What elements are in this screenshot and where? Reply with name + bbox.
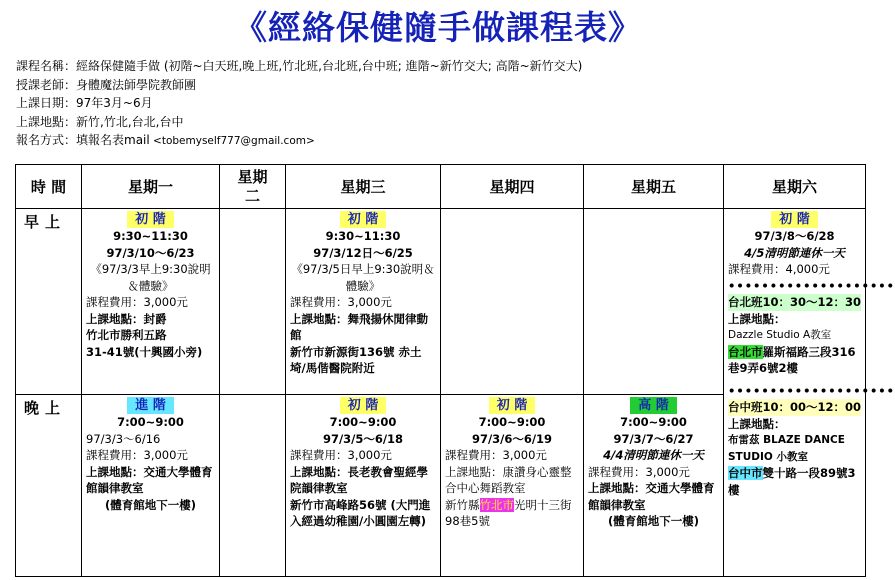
header-wed: 星期三: [286, 165, 441, 209]
class-dates: 97/3/6～6/19: [471, 431, 553, 446]
teacher: 授課老師：身體魔法師學院教師團: [16, 77, 197, 92]
class-place: 上課地點：交通大學體育館韻律教室: [86, 464, 213, 495]
morning-thu-cell: [441, 209, 584, 395]
class-address: 竹北市勝利五路: [86, 328, 167, 342]
morning-mon-cell: [82, 209, 220, 395]
class-place-sub: (體育館地下一樓): [607, 514, 699, 528]
sat-cell: [724, 209, 895, 577]
class-place-name: 布雷茲 BLAZE DANCE STUDIO 小教室: [728, 434, 845, 463]
class-fee: 課程費用：3,000元: [290, 295, 392, 309]
class-note: 4/4清明節連休一天: [603, 448, 704, 462]
morning-wed-cell: [286, 209, 441, 395]
divider-dots: ••••••••••••••••••••: [728, 383, 895, 398]
divider-dots: ••••••••••••••••••••: [728, 278, 895, 293]
level-badge: 初 階: [127, 211, 174, 228]
city-taichung: 台中市: [728, 466, 763, 480]
class-time: 7:00~9:00: [117, 415, 184, 429]
city-zhubei-highlight: 竹北市: [479, 497, 514, 512]
period-evening: 晚上: [16, 395, 82, 577]
class-address: 新竹市新源街136號 赤土埼/馬偕醫院附近: [290, 344, 422, 375]
class-place: 上課地點：: [728, 311, 786, 326]
schedule-table: [15, 164, 895, 577]
page-title: 《經絡保健隨手做課程表》: [234, 8, 642, 47]
class-place: 上課地點：康讚身心靈整合中心舞蹈教室: [445, 464, 572, 495]
course-dates: 上課日期：97年3月~6月: [16, 96, 153, 110]
class-fee: 課程費用：3,000元: [290, 448, 392, 462]
class-note: 《97/3/5日早上9:30說明＆體驗》: [291, 262, 435, 293]
class-note: 4/5清明節連休一天: [744, 245, 845, 260]
class-time: 7:00~9:00: [329, 415, 397, 429]
header-row: [16, 165, 866, 209]
header-sat: 星期六: [724, 165, 866, 209]
address-county: 新竹縣: [445, 497, 480, 512]
morning-fri-cell: [584, 209, 724, 395]
course-location: 上課地點：新竹,竹北,台北,台中: [16, 114, 184, 129]
class-time: 7:00~9:00: [620, 415, 687, 429]
class-address: 新竹市高峰路56號 (大門進入經過幼稚園/小圓園左轉): [290, 497, 431, 528]
header-mon: 星期一: [82, 165, 220, 209]
header-thu: 星期四: [441, 165, 584, 209]
morning-row: [16, 209, 866, 395]
class-fee: 課程費用：3,000元: [86, 448, 188, 462]
level-badge: 初 階: [340, 397, 387, 414]
class-time: 7:00~9:00: [478, 415, 546, 429]
header-period: 時 間: [16, 165, 82, 209]
period-morning: 早上: [16, 209, 82, 395]
taipei-class-time: 台北班10：30～12：30: [728, 295, 862, 309]
class-fee: 課程費用：4,000元: [728, 262, 830, 276]
course-name: 課程名稱：經絡保健隨手做 (初階~白天班,晚上班,竹北班,台北班,台中班; 進階~新竹交大; 高階~新竹交大): [16, 59, 583, 73]
class-place: 上課地點：長老教會聖經學院韻律教室: [290, 464, 428, 495]
header-tue: 星期二: [220, 165, 286, 209]
evening-tue-cell: [220, 395, 286, 577]
class-note: 《97/3/3早上9:30說明＆體驗》: [90, 262, 211, 293]
class-fee: 課程費用：3,000元: [86, 295, 188, 309]
evening-thu-cell: [441, 395, 584, 577]
class-fee: 課程費用：3,000元: [588, 464, 690, 479]
class-place: 上課地點：交通大學體育館韻律教室: [588, 481, 715, 512]
level-badge: 初 階: [340, 211, 387, 228]
class-place-sub: (體育館地下一樓): [104, 497, 196, 512]
class-place: 上課地點：封爵: [86, 311, 167, 326]
level-badge: 進 階: [127, 397, 174, 414]
evening-fri-cell: [584, 395, 724, 577]
signup-label: 報名方式：填報名表mail: [16, 133, 150, 147]
class-address: [445, 497, 579, 530]
city-taipei: 台北市: [728, 344, 763, 359]
header-fri: 星期五: [584, 165, 724, 209]
class-place: 上課地點：舞飛揚休閒律動館: [290, 311, 428, 342]
evening-wed-cell: [286, 395, 441, 577]
level-badge: 初 階: [489, 397, 536, 414]
course-info: [16, 57, 866, 151]
class-dates: 97/3/12日～6/25: [313, 245, 413, 260]
taichung-class-time: 台中班10：00～12：00: [728, 400, 862, 414]
level-badge: 高 階: [630, 397, 677, 414]
class-address: 雙十路一段89號3樓: [728, 466, 856, 497]
class-time: 9:30~11:30: [113, 229, 188, 243]
class-dates: 97/3/7～6/27: [613, 431, 694, 446]
class-fee: 課程費用：3,000元: [445, 448, 547, 462]
class-place: 上課地點：: [728, 416, 786, 431]
level-badge: 初 階: [771, 211, 818, 228]
signup-email[interactable]: <tobemyself777@gmail.com>: [149, 135, 315, 147]
class-dates: 97/3/3～6/16: [86, 431, 161, 446]
class-dates: 97/3/5～6/18: [322, 431, 404, 446]
evening-mon-cell: [82, 395, 220, 577]
class-address: 羅斯福路三段316巷9弄6號2樓: [728, 344, 856, 375]
class-address: 31-41號(十興國小旁): [86, 344, 203, 359]
class-dates: 97/3/8～6/28: [754, 229, 835, 243]
class-dates: 97/3/10～6/23: [106, 245, 195, 260]
signup-method: [16, 131, 866, 151]
class-place-name: Dazzle Studio A教室: [728, 329, 832, 341]
address-street: 光明十三街98巷5號: [445, 497, 572, 528]
morning-tue-cell: [220, 209, 286, 395]
class-time: 9:30~11:30: [325, 229, 401, 243]
